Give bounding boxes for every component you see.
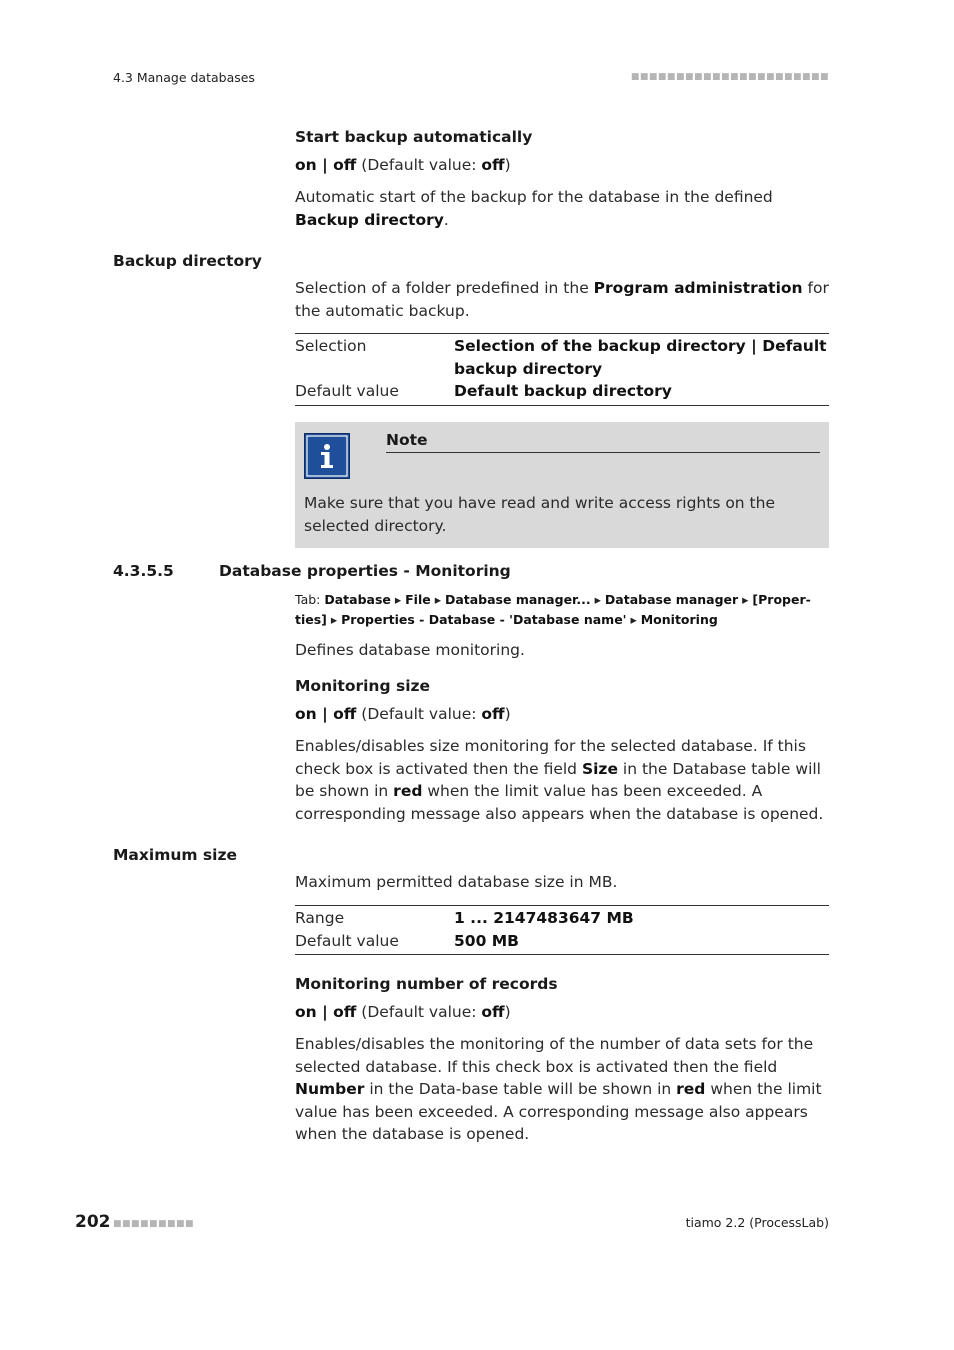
monitoring-records-description: Enables/disables the monitoring of the number of data sets for the selected database. If this check box is activated then the field Number in the Data-base table will be shown in red when the limit value has been exceeded. A corresponding message also appears when the database is opened. xyxy=(295,1035,822,1144)
backup-directory-label: Backup directory xyxy=(113,252,262,270)
footer-dots: ■■■■■■■■■ xyxy=(113,1219,195,1229)
running-header-section: 4.3 Manage databases xyxy=(113,70,255,85)
section-title: Database properties - Monitoring xyxy=(219,562,511,580)
maximum-size-description: Maximum permitted database size in MB. xyxy=(295,873,618,891)
section-description: Defines database monitoring. xyxy=(295,641,525,659)
backup-directory-table xyxy=(295,333,829,406)
table-row: Default value 500 MB xyxy=(295,931,519,950)
section-number: 4.3.5.5 xyxy=(113,562,174,580)
monitoring-size-title: Monitoring size xyxy=(295,677,431,695)
backup-directory-description: Selection of a folder predefined in the Program administration for the automatic backup. xyxy=(295,279,829,320)
note-title: Note xyxy=(386,431,820,453)
monitoring-size-values: on | off (Default value: off) xyxy=(295,705,511,723)
note-text: Make sure that you have read and write access rights on the selected directory. xyxy=(304,494,775,535)
monitoring-records-values: on | off (Default value: off) xyxy=(295,1003,511,1021)
running-header-dots: ■■■■■■■■■■■■■■■■■■■■■■ xyxy=(630,72,829,82)
table-row: Range 1 ... 2147483647 MB xyxy=(295,909,634,927)
navigation-path: Tab: Database ▸ File ▸ Database manager... ▸ Database manager ▸ [Proper-ties] ▸ Properties - Database - 'Database name' ▸ Monitoring xyxy=(295,592,811,627)
monitoring-size-description: Enables/disables size monitoring for the selected database. If this check box is activated then the field Size in the Database table will be shown in red when the limit value has been exceeded. A corresponding message also appears when the database is opened. xyxy=(295,737,824,823)
page-number: 202 xyxy=(75,1212,111,1232)
info-icon xyxy=(304,433,350,479)
table-row: Default value Default backup directory xyxy=(295,382,672,401)
maximum-size-table xyxy=(295,905,829,955)
start-backup-description: Automatic start of the backup for the database in the defined Backup directory. xyxy=(295,188,773,229)
start-backup-values: on | off (Default value: off) xyxy=(295,156,511,174)
note-box xyxy=(295,422,829,548)
start-backup-title: Start backup automatically xyxy=(295,128,533,146)
footer-product: tiamo 2.2 (ProcessLab) xyxy=(685,1215,829,1230)
table-row: Selection Selection of the backup directory | Default backup directory xyxy=(295,337,827,378)
maximum-size-label: Maximum size xyxy=(113,846,237,864)
monitoring-records-title: Monitoring number of records xyxy=(295,975,558,993)
